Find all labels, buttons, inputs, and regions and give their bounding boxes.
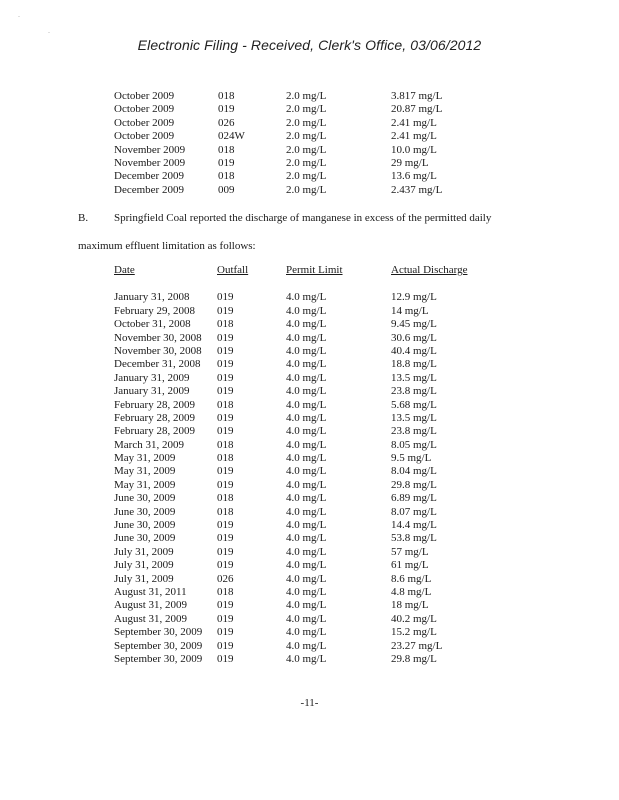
row-date: November 2009 bbox=[114, 143, 186, 156]
row-actual-discharge: 14 mg/L bbox=[391, 304, 429, 317]
row-actual-discharge: 4.8 mg/L bbox=[391, 585, 432, 598]
row-actual-discharge: 23.8 mg/L bbox=[391, 385, 437, 398]
row-date: February 28, 2009 bbox=[114, 411, 195, 424]
row-permit-limit: 4.0 mg/L bbox=[286, 572, 327, 585]
row-outfall: 018 bbox=[217, 505, 234, 518]
table-row bbox=[114, 479, 494, 492]
header-outfall: Outfall bbox=[217, 264, 249, 276]
row-permit-limit: 4.0 mg/L bbox=[286, 398, 327, 411]
table-row bbox=[114, 399, 494, 412]
row-permit-limit: 4.0 mg/L bbox=[286, 465, 327, 478]
table-row bbox=[114, 170, 494, 183]
row-outfall: 019 bbox=[217, 385, 234, 398]
manganese-table bbox=[114, 264, 494, 666]
table-row bbox=[114, 157, 494, 170]
row-permit-limit: 4.0 mg/L bbox=[286, 331, 327, 344]
row-date: February 28, 2009 bbox=[114, 425, 195, 438]
row-outfall: 019 bbox=[217, 304, 234, 317]
row-permit-limit: 2.0 mg/L bbox=[286, 183, 327, 196]
row-actual-discharge: 6.89 mg/L bbox=[391, 492, 437, 505]
header-actual-discharge: Actual Discharge bbox=[391, 264, 468, 276]
row-actual-discharge: 23.8 mg/L bbox=[391, 425, 437, 438]
row-permit-limit: 4.0 mg/L bbox=[286, 639, 327, 652]
row-outfall: 019 bbox=[217, 358, 234, 371]
row-outfall: 019 bbox=[217, 465, 234, 478]
table-row bbox=[114, 626, 494, 639]
row-date: July 31, 2009 bbox=[114, 559, 174, 572]
row-actual-discharge: 3.817 mg/L bbox=[391, 90, 443, 102]
row-date: August 31, 2009 bbox=[114, 612, 188, 625]
row-date: July 31, 2009 bbox=[114, 545, 174, 558]
row-date: October 2009 bbox=[114, 103, 175, 116]
row-actual-discharge: 57 mg/L bbox=[391, 545, 429, 558]
row-permit-limit: 4.0 mg/L bbox=[286, 318, 327, 331]
table-row bbox=[114, 546, 494, 559]
row-outfall: 019 bbox=[217, 371, 234, 384]
table-row bbox=[114, 573, 494, 586]
section-b-line-1: Springfield Coal reported the discharge of manganese in excess of the permitted daily bbox=[114, 212, 492, 224]
row-actual-discharge: 10.0 mg/L bbox=[391, 143, 437, 156]
table-row bbox=[114, 372, 494, 385]
row-actual-discharge: 20.87 mg/L bbox=[391, 103, 443, 116]
row-permit-limit: 4.0 mg/L bbox=[286, 425, 327, 438]
row-outfall: 018 bbox=[218, 170, 235, 183]
row-actual-discharge: 18.8 mg/L bbox=[391, 358, 437, 371]
table-row bbox=[114, 345, 494, 358]
row-outfall: 018 bbox=[217, 398, 234, 411]
row-outfall: 019 bbox=[217, 626, 234, 639]
table-row bbox=[114, 90, 494, 103]
row-outfall: 019 bbox=[217, 612, 234, 625]
table-row bbox=[114, 332, 494, 345]
row-date: September 30, 2009 bbox=[114, 652, 203, 665]
row-outfall: 019 bbox=[217, 519, 234, 532]
row-outfall: 026 bbox=[218, 116, 235, 129]
table-row bbox=[114, 291, 494, 304]
row-permit-limit: 4.0 mg/L bbox=[286, 371, 327, 384]
row-date: May 31, 2009 bbox=[114, 452, 176, 465]
row-actual-discharge: 40.2 mg/L bbox=[391, 612, 437, 625]
row-permit-limit: 2.0 mg/L bbox=[286, 143, 327, 156]
row-date: December 2009 bbox=[114, 183, 184, 196]
row-actual-discharge: 29.8 mg/L bbox=[391, 652, 437, 665]
row-outfall: 019 bbox=[217, 478, 234, 491]
row-actual-discharge: 8.05 mg/L bbox=[391, 438, 437, 451]
table-row bbox=[114, 439, 494, 452]
row-permit-limit: 2.0 mg/L bbox=[286, 130, 327, 143]
table-row bbox=[114, 305, 494, 318]
row-actual-discharge: 40.4 mg/L bbox=[391, 344, 437, 357]
row-outfall: 019 bbox=[218, 103, 235, 116]
row-date: June 30, 2009 bbox=[114, 505, 176, 518]
row-actual-discharge: 23.27 mg/L bbox=[391, 639, 443, 652]
table-row bbox=[114, 613, 494, 626]
header-permit-limit: Permit Limit bbox=[286, 264, 343, 276]
table-row bbox=[114, 358, 494, 371]
row-outfall: 019 bbox=[217, 545, 234, 558]
row-date: December 31, 2008 bbox=[114, 358, 201, 371]
row-permit-limit: 2.0 mg/L bbox=[286, 90, 327, 102]
row-outfall: 019 bbox=[217, 344, 234, 357]
row-actual-discharge: 12.9 mg/L bbox=[391, 291, 437, 304]
row-permit-limit: 4.0 mg/L bbox=[286, 385, 327, 398]
table-row bbox=[114, 599, 494, 612]
row-actual-discharge: 61 mg/L bbox=[391, 559, 429, 572]
row-actual-discharge: 2.437 mg/L bbox=[391, 183, 443, 196]
row-outfall: 018 bbox=[218, 143, 235, 156]
row-outfall: 019 bbox=[217, 425, 234, 438]
row-date: June 30, 2009 bbox=[114, 532, 176, 545]
table-row bbox=[114, 425, 494, 438]
row-outfall: 019 bbox=[217, 331, 234, 344]
row-actual-discharge: 15.2 mg/L bbox=[391, 626, 437, 639]
row-permit-limit: 4.0 mg/L bbox=[286, 291, 327, 304]
row-date: May 31, 2009 bbox=[114, 478, 176, 491]
row-outfall: 024W bbox=[218, 130, 245, 143]
row-date: June 30, 2009 bbox=[114, 492, 176, 505]
row-permit-limit: 4.0 mg/L bbox=[286, 505, 327, 518]
row-date: June 30, 2009 bbox=[114, 519, 176, 532]
continued-table bbox=[114, 90, 494, 197]
table-row bbox=[114, 130, 494, 143]
table-row bbox=[114, 653, 494, 666]
row-outfall: 019 bbox=[217, 652, 234, 665]
row-outfall: 018 bbox=[217, 492, 234, 505]
table-row bbox=[114, 640, 494, 653]
row-permit-limit: 4.0 mg/L bbox=[286, 478, 327, 491]
row-permit-limit: 4.0 mg/L bbox=[286, 438, 327, 451]
row-permit-limit: 2.0 mg/L bbox=[286, 116, 327, 129]
row-outfall: 019 bbox=[217, 532, 234, 545]
row-permit-limit: 4.0 mg/L bbox=[286, 304, 327, 317]
row-date: January 31, 2008 bbox=[114, 291, 190, 304]
table-row bbox=[114, 318, 494, 331]
row-actual-discharge: 30.6 mg/L bbox=[391, 331, 437, 344]
section-b-line-2: maximum effluent limitation as follows: bbox=[78, 240, 256, 252]
manganese-table-body bbox=[114, 291, 494, 666]
row-date: September 30, 2009 bbox=[114, 626, 203, 639]
row-date: March 31, 2009 bbox=[114, 438, 184, 451]
row-permit-limit: 4.0 mg/L bbox=[286, 532, 327, 545]
row-outfall: 019 bbox=[217, 639, 234, 652]
scan-mark: · bbox=[18, 14, 20, 20]
table-row bbox=[114, 184, 494, 197]
table-header-row bbox=[114, 264, 494, 277]
row-outfall: 019 bbox=[218, 156, 235, 169]
row-actual-discharge: 9.45 mg/L bbox=[391, 318, 437, 331]
section-b-label: B. bbox=[78, 212, 89, 224]
row-actual-discharge: 8.04 mg/L bbox=[391, 465, 437, 478]
row-permit-limit: 2.0 mg/L bbox=[286, 156, 327, 169]
row-date: January 31, 2009 bbox=[114, 371, 190, 384]
row-permit-limit: 4.0 mg/L bbox=[286, 612, 327, 625]
row-actual-discharge: 8.6 mg/L bbox=[391, 572, 432, 585]
row-permit-limit: 4.0 mg/L bbox=[286, 344, 327, 357]
row-permit-limit: 4.0 mg/L bbox=[286, 559, 327, 572]
table-row bbox=[114, 117, 494, 130]
row-actual-discharge: 2.41 mg/L bbox=[391, 116, 437, 129]
row-outfall: 026 bbox=[217, 572, 234, 585]
row-permit-limit: 4.0 mg/L bbox=[286, 626, 327, 639]
row-permit-limit: 4.0 mg/L bbox=[286, 599, 327, 612]
row-permit-limit: 2.0 mg/L bbox=[286, 103, 327, 116]
row-permit-limit: 2.0 mg/L bbox=[286, 170, 327, 183]
row-outfall: 019 bbox=[217, 599, 234, 612]
row-date: October 31, 2008 bbox=[114, 318, 191, 331]
row-actual-discharge: 9.5 mg/L bbox=[391, 452, 432, 465]
table-row bbox=[114, 452, 494, 465]
scan-mark: · bbox=[48, 30, 50, 36]
row-date: December 2009 bbox=[114, 170, 184, 183]
table-row bbox=[114, 385, 494, 398]
row-outfall: 009 bbox=[218, 183, 235, 196]
row-date: January 31, 2009 bbox=[114, 385, 190, 398]
row-date: September 30, 2009 bbox=[114, 639, 203, 652]
table-row bbox=[114, 492, 494, 505]
row-actual-discharge: 13.6 mg/L bbox=[391, 170, 437, 183]
table-row bbox=[114, 412, 494, 425]
row-actual-discharge: 18 mg/L bbox=[391, 599, 429, 612]
row-date: July 31, 2009 bbox=[114, 572, 174, 585]
row-actual-discharge: 13.5 mg/L bbox=[391, 411, 437, 424]
row-permit-limit: 4.0 mg/L bbox=[286, 585, 327, 598]
row-date: November 30, 2008 bbox=[114, 344, 202, 357]
row-outfall: 018 bbox=[217, 585, 234, 598]
row-actual-discharge: 13.5 mg/L bbox=[391, 371, 437, 384]
table-row bbox=[114, 103, 494, 116]
row-outfall: 019 bbox=[217, 559, 234, 572]
row-actual-discharge: 29.8 mg/L bbox=[391, 478, 437, 491]
row-permit-limit: 4.0 mg/L bbox=[286, 545, 327, 558]
row-actual-discharge: 2.41 mg/L bbox=[391, 130, 437, 143]
row-outfall: 019 bbox=[217, 291, 234, 304]
row-date: February 29, 2008 bbox=[114, 304, 195, 317]
row-actual-discharge: 8.07 mg/L bbox=[391, 505, 437, 518]
row-date: November 2009 bbox=[114, 156, 186, 169]
table-row bbox=[114, 506, 494, 519]
row-permit-limit: 4.0 mg/L bbox=[286, 519, 327, 532]
row-outfall: 018 bbox=[217, 318, 234, 331]
row-outfall: 018 bbox=[217, 452, 234, 465]
row-date: August 31, 2011 bbox=[114, 585, 187, 598]
row-permit-limit: 4.0 mg/L bbox=[286, 652, 327, 665]
row-outfall: 018 bbox=[217, 438, 234, 451]
row-actual-discharge: 29 mg/L bbox=[391, 156, 429, 169]
table-row bbox=[114, 465, 494, 478]
row-date: October 2009 bbox=[114, 116, 175, 129]
row-permit-limit: 4.0 mg/L bbox=[286, 358, 327, 371]
row-date: August 31, 2009 bbox=[114, 599, 188, 612]
row-date: November 30, 2008 bbox=[114, 331, 202, 344]
table-row bbox=[114, 559, 494, 572]
row-outfall: 018 bbox=[218, 90, 235, 102]
table-row bbox=[114, 586, 494, 599]
header-date: Date bbox=[114, 264, 135, 276]
row-permit-limit: 4.0 mg/L bbox=[286, 452, 327, 465]
row-permit-limit: 4.0 mg/L bbox=[286, 492, 327, 505]
row-actual-discharge: 53.8 mg/L bbox=[391, 532, 437, 545]
filing-header: Electronic Filing - Received, Clerk's Office, 03/06/2012 bbox=[137, 37, 482, 53]
row-actual-discharge: 5.68 mg/L bbox=[391, 398, 437, 411]
row-outfall: 019 bbox=[217, 411, 234, 424]
table-row bbox=[114, 144, 494, 157]
row-permit-limit: 4.0 mg/L bbox=[286, 411, 327, 424]
row-date: May 31, 2009 bbox=[114, 465, 176, 478]
row-date: October 2009 bbox=[114, 90, 175, 102]
page-number: -11- bbox=[300, 697, 319, 709]
row-actual-discharge: 14.4 mg/L bbox=[391, 519, 437, 532]
row-date: February 28, 2009 bbox=[114, 398, 195, 411]
row-date: October 2009 bbox=[114, 130, 175, 143]
table-row bbox=[114, 519, 494, 532]
table-row bbox=[114, 532, 494, 545]
